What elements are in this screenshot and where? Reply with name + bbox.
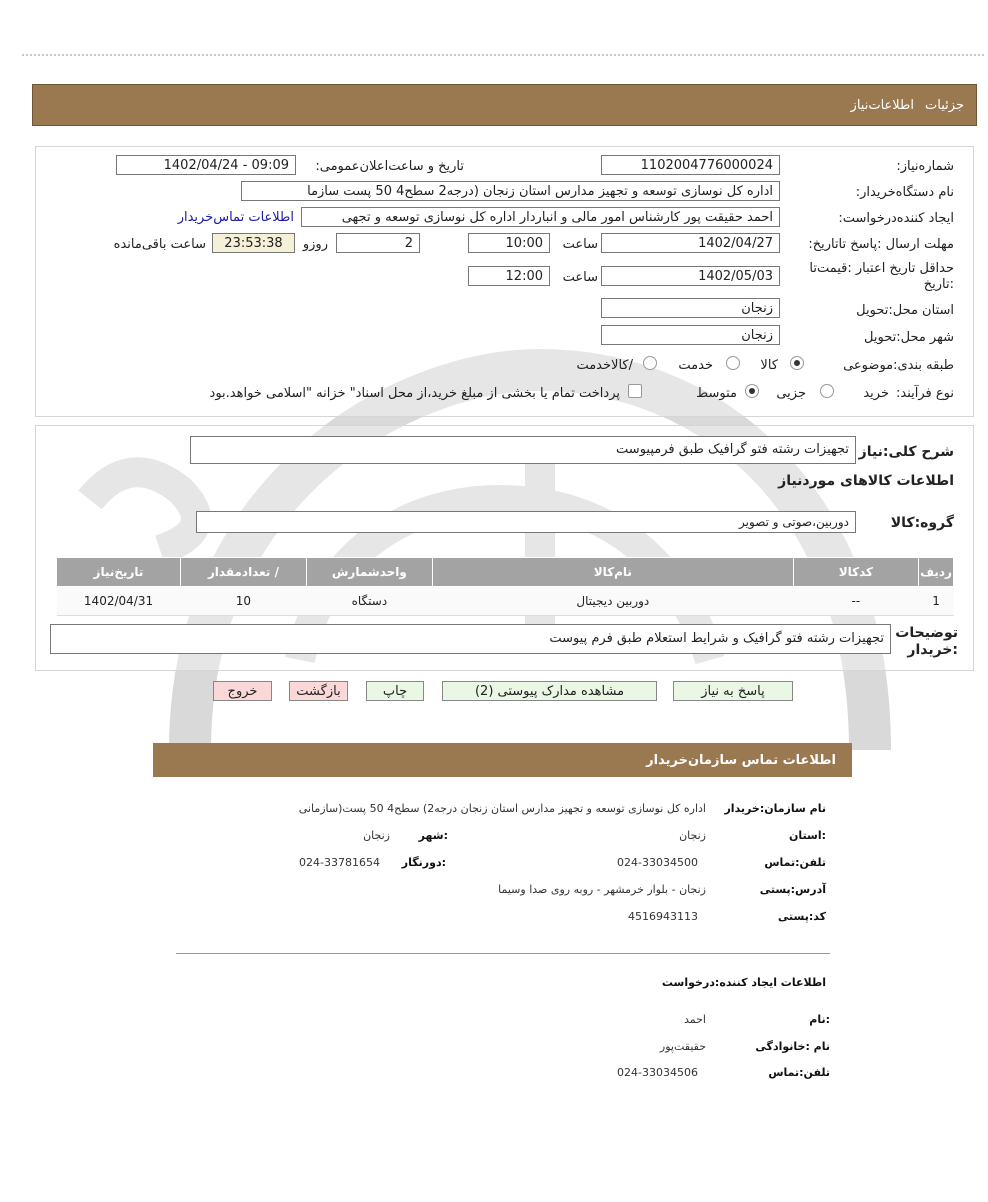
back-button[interactable]: بازگشت (289, 681, 348, 701)
need-number-label: شماره‌نیاز: (896, 159, 954, 174)
cell-name: دوربین دیجیتال (432, 587, 793, 616)
col-name: نام‌کالا (432, 558, 793, 587)
contact-fax-label: :دورنگار (401, 856, 446, 869)
buyer-contact-title: اطلاعات تماس سازمان‌خریدار (646, 753, 836, 768)
col-code: کدکالا (793, 558, 918, 587)
category-service-radio[interactable] (726, 356, 740, 370)
validity-time-field: 12:00 (468, 266, 550, 286)
col-quantity: / تعدادمقدار (181, 558, 307, 587)
announce-label: تاریخ و ساعت‌اعلان‌عمومی: (315, 159, 464, 174)
buyer-contact-link[interactable]: اطلاعات تماس‌خریدار (177, 210, 294, 225)
province-field: زنجان (601, 298, 780, 318)
process-medium-label: متوسط (696, 386, 737, 401)
cell-row: 1 (919, 587, 954, 616)
requester-label: ایجاد کننده‌درخواست: (838, 211, 954, 226)
process-buy-label: خرید (863, 386, 889, 401)
validity-label-2: :تاریخ (923, 277, 954, 292)
deadline-time-field: 10:00 (468, 233, 550, 253)
deadline-hour-label: ساعت (562, 237, 598, 252)
contact-divider (176, 953, 830, 954)
category-goods-radio[interactable] (790, 356, 804, 370)
top-dotted-divider (22, 54, 984, 56)
need-number-field: 1102004776000024 (601, 155, 780, 175)
cell-unit: دستگاه (306, 587, 432, 616)
creator-phone-label: تلفن:تماس (768, 1066, 830, 1079)
goods-info-title: اطلاعات کالاهای موردنیاز (778, 473, 954, 489)
summary-label: شرح کلی:نیاز (858, 444, 954, 460)
deadline-label: مهلت ارسال :پاسخ تا‌تاریخ: (808, 237, 954, 252)
category-goods-label: کالا (760, 358, 778, 373)
reply-button[interactable]: پاسخ به نیاز (673, 681, 793, 701)
contact-org-label: نام سازمان:خریدار (724, 802, 826, 815)
buyer-notes-label-1: توضیحات (895, 625, 958, 641)
process-medium-radio[interactable] (745, 384, 759, 398)
creator-name-value: احمد (684, 1013, 706, 1026)
creator-family-label: نام :خانوادگی (755, 1040, 830, 1053)
buyer-notes-field: تجهیزات رشته فتو گرافیک و شرایط استعلام طبق فرم پیوست (50, 624, 891, 654)
category-service-label: خدمت (678, 358, 713, 373)
buyer-org-field: اداره کل نوسازی توسعه و تجهیز مدارس استان زنجان (درجه2 سطح4 50 پست سازما (241, 181, 780, 201)
province-label: استان محل:تحویل (856, 303, 954, 318)
contact-org-value: اداره کل نوسازی توسعه و تجهیز مدارس استان زنجان درجه2) سطح4 50 پست(سازمانی (298, 802, 706, 815)
summary-field: تجهیزات رشته فتو گرافیک طبق فرمپیوست (190, 436, 856, 464)
table-row (57, 587, 954, 616)
goods-table-header (57, 558, 954, 587)
contact-address-label: آدرس:پستی (759, 883, 826, 896)
days-field: 2 (336, 233, 420, 253)
contact-postal-label: کد:پستی (777, 910, 826, 923)
cell-need-date: 1402/04/31 (57, 587, 181, 616)
col-need-date: تاریخ‌نیاز (57, 558, 181, 587)
contact-city-value: زنجان (363, 829, 390, 842)
col-unit: واحدشمارش (306, 558, 432, 587)
goods-group-field: دوربین،صوتی و تصویر (196, 511, 856, 533)
category-goods-service-label: /کالاخدمت (576, 358, 633, 373)
remaining-label: ساعت باقی‌مانده (113, 237, 206, 252)
remaining-time-field: 23:53:38 (212, 233, 295, 253)
validity-date-field: 1402/05/03 (601, 266, 780, 286)
process-type-label: نوع فرآیند: (896, 386, 954, 401)
treasury-payment-checkbox[interactable] (628, 384, 642, 398)
validity-hour-label: ساعت (562, 270, 598, 285)
category-goods-service-radio[interactable] (643, 356, 657, 370)
tab-need-info[interactable]: اطلاعات‌نیاز (850, 98, 914, 113)
city-field: زنجان (601, 325, 780, 345)
buyer-contact-header (153, 743, 852, 777)
goods-table (56, 557, 954, 616)
contact-city-label: :شهر (418, 829, 448, 842)
contact-postal-value: 4516943113 (628, 910, 698, 923)
contact-phone-label: تلفن:تماس (764, 856, 826, 869)
header-bar (32, 84, 977, 126)
contact-province-value: زنجان (679, 829, 706, 842)
creator-name-label: :نام (809, 1013, 830, 1026)
cell-quantity: 10 (181, 587, 307, 616)
buyer-org-label: نام دستگاه‌خریدار: (855, 185, 954, 200)
print-button[interactable]: چاپ (366, 681, 424, 701)
tab-details[interactable]: جزئیات (925, 98, 964, 113)
creator-phone-value: 024-33034506 (617, 1066, 698, 1079)
category-label: طبقه بندی:موضوعی (843, 358, 954, 373)
creator-family-value: حقیقت‌پور (659, 1040, 706, 1053)
contact-address-value: زنجان - بلوار خرمشهر - روبه روی صدا وسیما (498, 883, 706, 896)
treasury-payment-note: پرداخت تمام یا بخشی از مبلغ خرید،از محل اسناد" خزانه "اسلامی خواهد.بود (209, 386, 620, 401)
days-label: روزو (302, 237, 328, 252)
cell-code: -- (793, 587, 918, 616)
validity-label-1: حداقل تاریخ اعتبار :قیمت‌تا (809, 261, 954, 276)
col-row: ردیف (919, 558, 954, 587)
contact-fax-value: 024-33781654 (299, 856, 380, 869)
deadline-date-field: 1402/04/27 (601, 233, 780, 253)
announce-field: 1402/04/24 - 09:09 (116, 155, 296, 175)
process-minor-radio[interactable] (820, 384, 834, 398)
city-label: شهر محل:تحویل (864, 330, 954, 345)
creator-info-title: اطلاعات ایجاد کننده:درخواست (661, 976, 826, 989)
contact-phone-value: 024-33034500 (617, 856, 698, 869)
exit-button[interactable]: خروج (213, 681, 272, 701)
contact-province-label: :استان (789, 829, 826, 842)
process-minor-label: جزیی (776, 386, 806, 401)
buyer-notes-label-2: :خریدار (907, 642, 958, 658)
goods-group-label: گروه:کالا (890, 515, 954, 531)
view-attachments-button[interactable]: مشاهده مدارک پیوستی (2) (442, 681, 657, 701)
requester-field: احمد حقیقت پور کارشناس امور مالی و انباردار اداره کل نوسازی توسعه و تجهی (301, 207, 780, 227)
